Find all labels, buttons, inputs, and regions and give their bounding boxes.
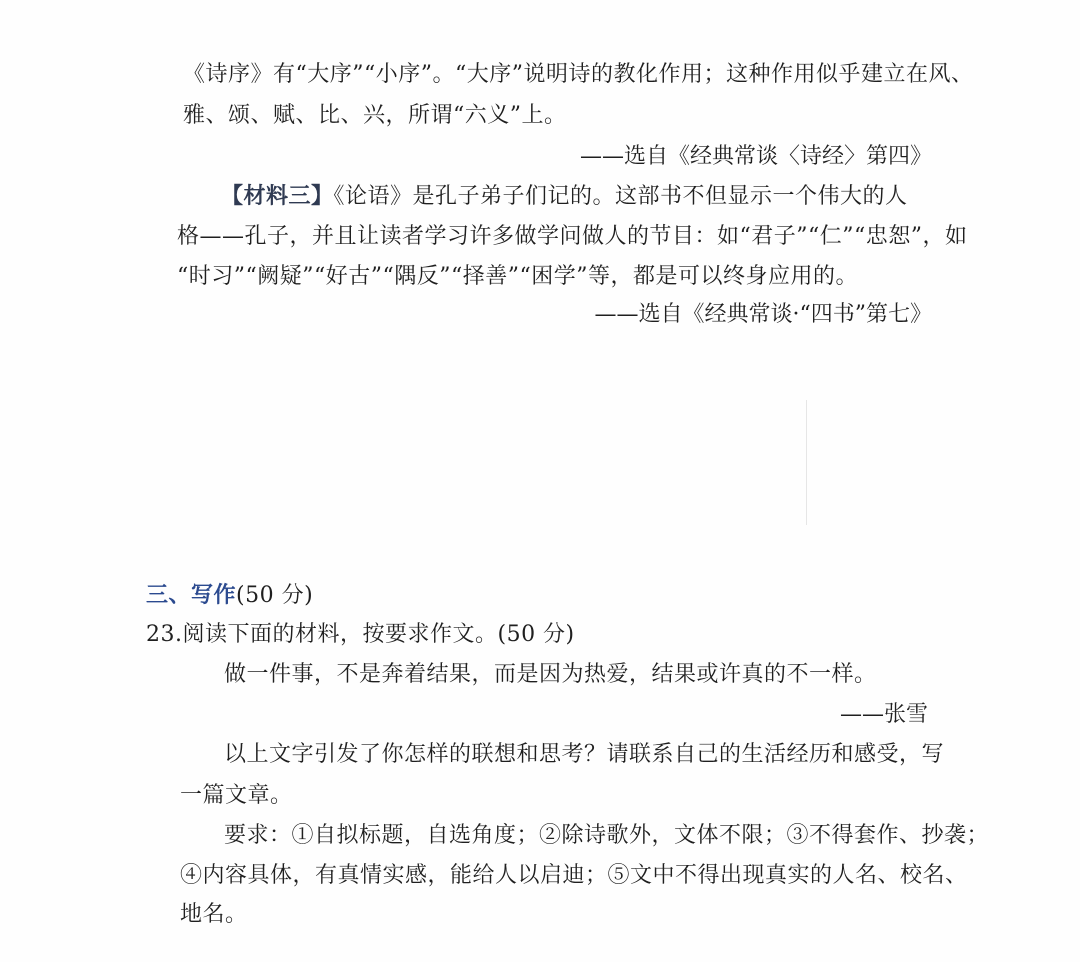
question-23-quote: 做一件事，不是奔着结果，而是因为热爱，结果或许真的不一样。: [224, 662, 877, 687]
material-two-line-1: 《诗序》有“大序”“小序”。“大序”说明诗的教化作用；这种作用似乎建立在风、: [183, 62, 974, 87]
question-23-requirements-line-3: 地名。: [180, 902, 248, 927]
material-three-line-1-text: 《论语》是孔子弟子们记的。这部书不但显示一个伟大的人: [333, 184, 908, 209]
question-23-requirements-line-2: ④内容具体，有真情实感，能给人以启迪；⑤文中不得出现真实的人名、校名、: [180, 863, 968, 888]
material-three-line-1: [221, 181, 933, 212]
material-three-label: 【材料三】: [221, 183, 334, 209]
question-23-prompt-line-2: 一篇文章。: [180, 783, 293, 808]
material-two-source: ——选自《经典常谈〈诗经〉第四》: [579, 144, 932, 169]
material-two-line-2: 雅、颂、赋、比、兴，所谓“六义”上。: [183, 103, 567, 128]
section-three-score: (50 分): [236, 583, 314, 608]
question-23-stem: 23.阅读下面的材料，按要求作文。(50 分): [146, 622, 575, 647]
question-23-requirements-line-1: 要求：①自拟标题，自选角度；②除诗歌外，文体不限；③不得套作、抄袭；: [224, 823, 990, 848]
material-three-line-3: “时习”“阙疑”“好古”“隅反”“择善”“困学”等，都是可以终身应用的。: [177, 264, 858, 289]
question-23-author: ——张雪: [839, 702, 928, 727]
material-three-line-2: 格——孔子，并且让读者学习许多做学问做人的节目：如“君子”“仁”“忠恕”，如: [177, 224, 968, 249]
question-23-prompt-line-1: 以上文字引发了你怎样的联想和思考？请联系自己的生活经历和感受，写: [224, 742, 945, 767]
section-three-heading: [146, 580, 313, 611]
material-three-source: ——选自《经典常谈·“四书”第七》: [594, 302, 932, 327]
scan-divider: [806, 400, 807, 525]
section-three-title: 三、写作: [146, 582, 237, 608]
